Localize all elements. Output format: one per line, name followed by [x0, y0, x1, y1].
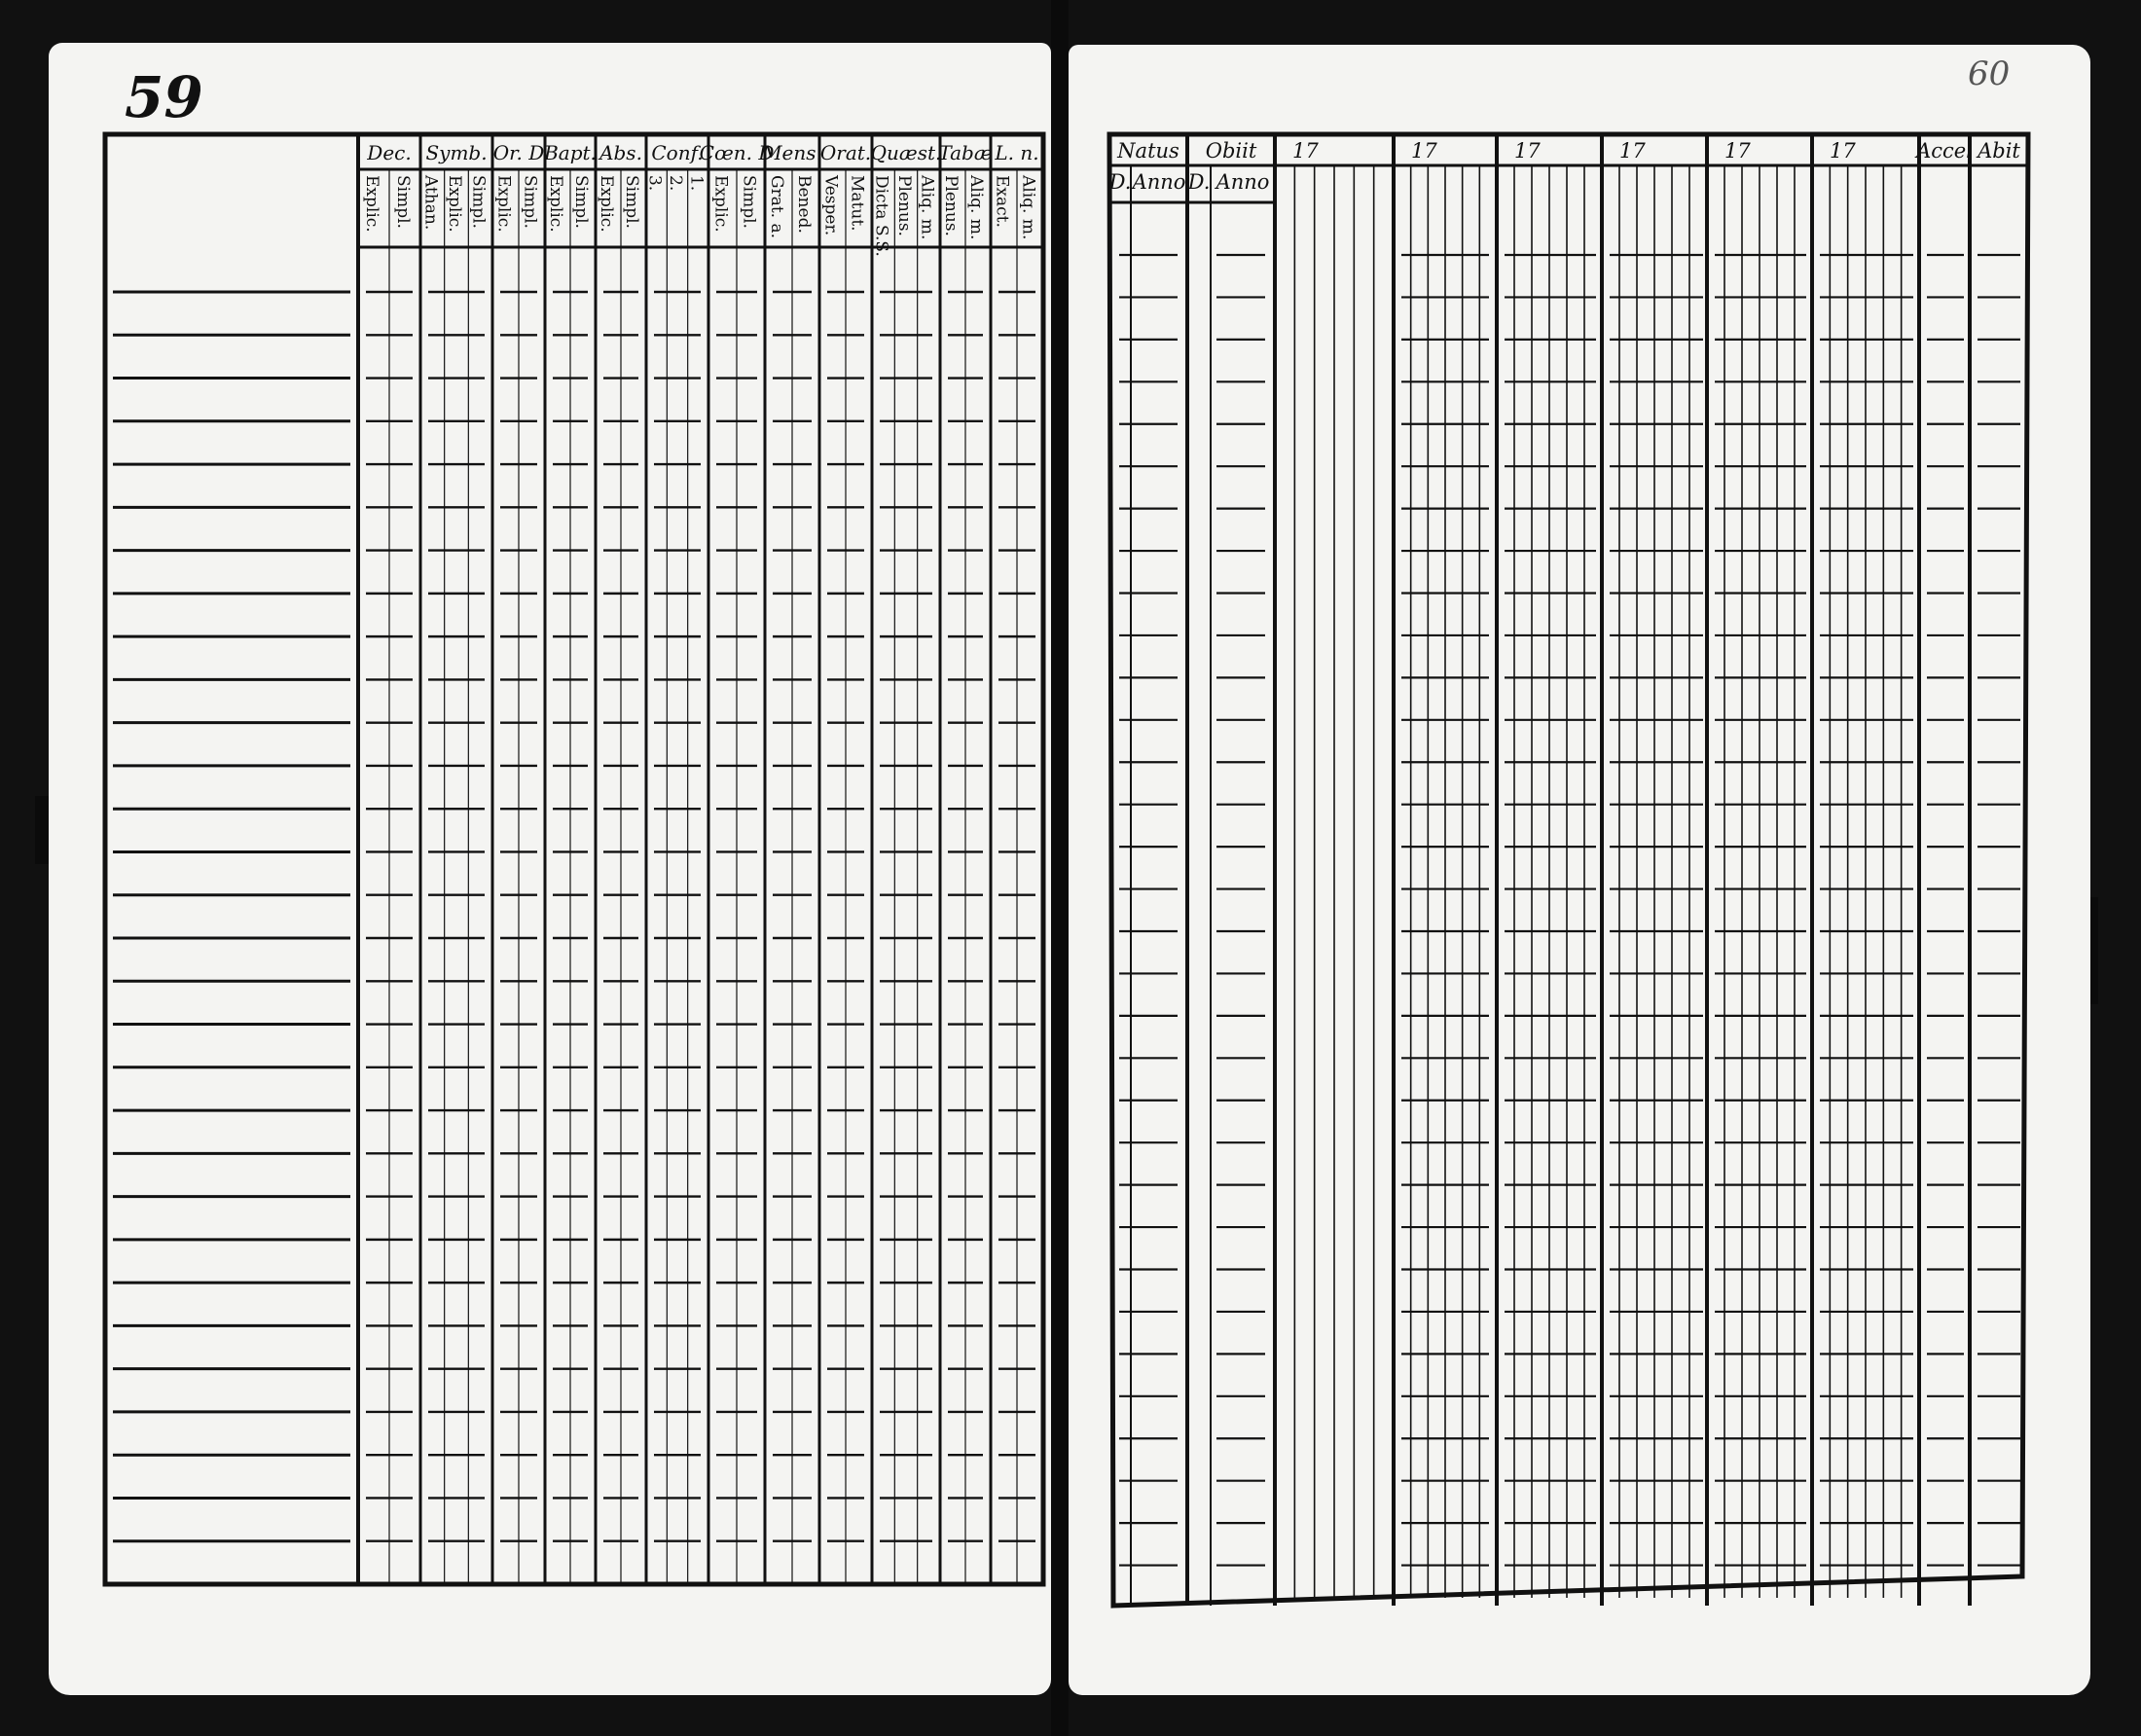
left-column-subheader-label: Explic.	[493, 175, 514, 233]
right-column-header-label: 17	[1724, 139, 1751, 163]
left-column-header	[366, 141, 411, 164]
right-column-header	[1724, 139, 1751, 163]
left-column-header	[598, 141, 642, 164]
right-column-subheader-label: D.	[1187, 170, 1211, 194]
left-column-header-label: Conf.	[651, 141, 704, 164]
left-column-subheader-label: Exact.	[992, 175, 1012, 228]
left-column-header-label: Orat.	[819, 141, 872, 164]
left-column-subheader	[521, 175, 540, 229]
left-column-subheader	[445, 175, 464, 233]
left-column-subheader-label: Dicta S.S.	[871, 175, 891, 257]
left-column-subheader	[645, 175, 665, 191]
left-column-header	[938, 141, 992, 164]
left-column-header	[761, 141, 822, 164]
left-column-header	[994, 141, 1038, 164]
left-column-subheader-label: Explic.	[597, 175, 616, 233]
right-table	[1108, 134, 2028, 1606]
right-column-header-label: 17	[1411, 139, 1437, 163]
left-column-subheader	[469, 175, 489, 229]
right-column-header	[1116, 139, 1179, 163]
left-column-subheader-label: Aliq. m.	[917, 175, 937, 240]
left-column-header-label: Or. D	[492, 141, 545, 164]
left-column-header	[543, 141, 597, 164]
left-column-subheader-label: 1.	[686, 175, 707, 192]
left-column-subheader-label: Aliq. m.	[1018, 175, 1038, 240]
right-column-header	[1292, 139, 1319, 163]
left-column-subheader	[821, 174, 841, 235]
left-table-border	[105, 134, 1043, 1584]
left-column-header	[425, 141, 487, 164]
left-column-header	[493, 141, 545, 164]
right-column-header-label: Obiit	[1205, 139, 1257, 163]
right-column-header	[1514, 139, 1541, 163]
left-column-subheader	[711, 175, 731, 233]
left-column-subheader-label: Aliq. m.	[966, 175, 986, 240]
left-column-subheader-label: Athan.	[420, 175, 441, 231]
left-column-header	[651, 141, 703, 164]
left-column-header	[820, 141, 871, 164]
left-column-subheader	[571, 175, 591, 229]
left-column-subheader-label: Explic.	[362, 175, 381, 233]
left-column-subheader	[966, 174, 986, 239]
right-column-header-label: Accel	[1916, 139, 1973, 163]
left-column-subheader-label: Grat. a.	[767, 175, 786, 239]
right-column-subheader	[1215, 170, 1270, 194]
left-column-subheader-label: Plenus.	[941, 175, 961, 236]
right-column-header-label: Abit	[1978, 139, 2020, 163]
left-table	[105, 134, 1043, 1584]
left-column-subheader	[362, 175, 381, 233]
left-column-subheader	[393, 175, 413, 229]
left-column-header-label: Bapt.	[544, 141, 597, 164]
right-table-border	[1109, 134, 2028, 1606]
right-column-subheader-label: D.	[1108, 170, 1132, 194]
left-column-subheader	[622, 175, 641, 229]
left-column-header	[871, 141, 942, 164]
right-column-header-label: Natus	[1117, 139, 1179, 163]
left-column-header-label: Dec.	[367, 141, 412, 164]
left-column-subheader	[546, 175, 565, 233]
left-column-subheader	[894, 175, 914, 236]
right-column-header-label: 17	[1292, 139, 1319, 163]
left-column-subheader	[597, 175, 616, 233]
right-column-header-label: 17	[1619, 139, 1646, 163]
left-column-subheader-label: Simpl.	[739, 175, 759, 229]
right-column-subheader	[1108, 170, 1132, 194]
right-column-subheader	[1187, 170, 1211, 194]
left-column-subheader	[941, 175, 961, 236]
left-column-subheader-label: Simpl.	[468, 175, 489, 229]
left-column-subheader-label: 2.	[666, 175, 685, 192]
left-column-header-label: Symb.	[425, 141, 488, 164]
right-column-header-label: 17	[1830, 139, 1856, 163]
right-column-subheader	[1131, 170, 1186, 194]
left-column-subheader-label: Explic.	[546, 175, 565, 233]
left-column-subheader-label: Explic.	[445, 175, 464, 233]
left-column-subheader	[794, 175, 814, 234]
right-column-subheader-label: Anno	[1132, 170, 1186, 194]
left-column-subheader-label: Matut.	[847, 175, 867, 232]
right-column-header	[1411, 139, 1437, 163]
right-column-header	[1206, 139, 1257, 163]
left-column-subheader-label: Simpl.	[393, 175, 413, 229]
left-column-subheader-label: Bened.	[794, 175, 814, 234]
left-column-subheader	[917, 174, 936, 239]
left-column-subheader	[872, 175, 891, 257]
right-column-header	[1619, 139, 1646, 163]
right-folio-number: 60	[1968, 54, 2011, 93]
left-column-header-label: Mens.	[762, 141, 822, 164]
left-column-subheader	[494, 175, 514, 233]
left-column-header-label: L. n.	[995, 141, 1039, 164]
left-column-header-label: Cœn. D	[699, 141, 775, 164]
left-column-subheader	[420, 174, 440, 230]
left-column-subheader	[848, 175, 867, 232]
left-column-header-label: Abs.	[599, 141, 642, 164]
left-column-subheader-label: Plenus.	[894, 175, 914, 236]
left-column-subheader-label: Simpl.	[520, 175, 540, 229]
left-folio-number: 59	[125, 64, 203, 130]
left-column-subheader-label: Vesper.	[820, 175, 841, 236]
left-column-header-label: Tabæ	[938, 141, 993, 164]
left-column-subheader-label: Explic.	[710, 175, 731, 233]
right-column-header-label: 17	[1514, 139, 1541, 163]
left-column-subheader	[666, 175, 685, 191]
left-column-subheader	[740, 175, 759, 229]
right-column-header	[1976, 139, 2020, 163]
left-column-subheader	[686, 175, 706, 191]
left-column-subheader	[767, 175, 786, 238]
left-column-subheader	[1019, 174, 1038, 239]
right-column-header	[1830, 139, 1856, 163]
left-column-subheader-label: 3.	[644, 175, 665, 192]
left-column-subheader-label: Simpl.	[622, 175, 641, 229]
right-column-subheader-label: Anno	[1216, 170, 1270, 194]
left-column-subheader-label: Simpl.	[571, 175, 591, 229]
left-column-subheader	[993, 175, 1012, 228]
left-column-header-label: Quæst.	[870, 141, 942, 164]
right-column-header	[1914, 139, 1973, 163]
